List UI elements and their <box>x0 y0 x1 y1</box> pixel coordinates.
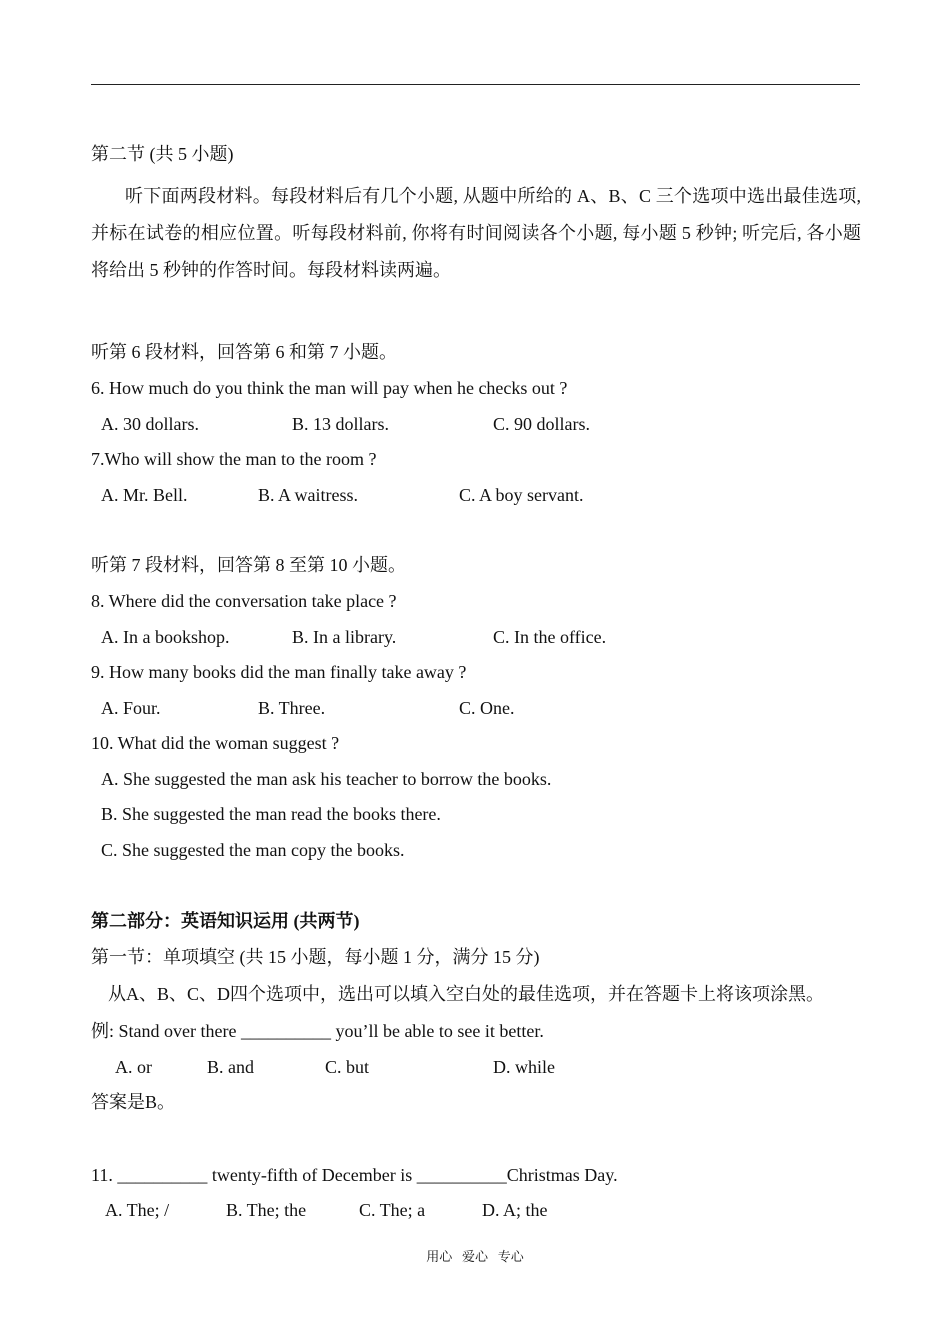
q11-option-a: A. The; / <box>105 1200 170 1220</box>
q8-option-a: A. In a bookshop. <box>101 627 230 647</box>
q6-option-a: A. 30 dollars. <box>101 414 199 434</box>
q11-option-b: B. The; the <box>226 1200 307 1220</box>
q11-option-c: C. The; a <box>359 1200 426 1220</box>
part2-heading: 第二部分：英语知识运用 (共两节) <box>91 911 360 931</box>
q10-option-c: C. She suggested the man copy the books. <box>101 840 405 860</box>
question-11-text: 11. __________ twenty-fifth of December is __________Christmas Day. <box>91 1165 618 1185</box>
example-text: 例: Stand over there __________ you’ll be able to see it better. <box>91 1021 544 1041</box>
example-option-c: C. but <box>325 1057 370 1077</box>
section2-instructions: 听下面两段材料。每段材料后有几个小题, 从题中所给的 A、B、C 三个选项中选出最佳选项, 并标在试卷的相应位置。听每段材料前, 你将有时间阅读各个小题, 每小题 5 秒钟; 听完后, 各小题将给出 5 秒钟的作答时间。每段材料读两遍。 <box>91 186 861 280</box>
passage6-intro: 听第 6 段材料，回答第 6 和第 7 小题。 <box>91 342 397 362</box>
section2-heading: 第二节 (共 5 小题) <box>91 144 234 164</box>
q9-option-c: C. One. <box>459 698 515 718</box>
q7-option-b: B. A waitress. <box>258 485 359 505</box>
q6-option-b: B. 13 dollars. <box>292 414 389 434</box>
page-footer: 用心 爱心 专心 <box>426 1249 524 1264</box>
example-answer: 答案是B。 <box>91 1092 176 1112</box>
part2-section1-heading: 第一节：单项填空 (共 15 小题，每小题 1 分，满分 15 分) <box>91 947 540 967</box>
part2-instructions: 从A、B、C、D四个选项中，选出可以填入空白处的最佳选项，并在答题卡上将该项涂黑。 <box>108 984 825 1004</box>
q10-option-b: B. She suggested the man read the books there. <box>101 804 441 824</box>
question-7-text: 7.Who will show the man to the room ? <box>91 449 377 469</box>
header-rule <box>91 84 860 85</box>
example-option-b: B. and <box>207 1057 254 1077</box>
q9-option-a: A. Four. <box>101 698 161 718</box>
question-10-text: 10. What did the woman suggest ? <box>91 733 340 753</box>
q7-option-a: A. Mr. Bell. <box>101 485 188 505</box>
q8-option-b: B. In a library. <box>292 627 397 647</box>
example-option-d: D. while <box>493 1057 555 1077</box>
q9-option-b: B. Three. <box>258 698 326 718</box>
q10-option-a: A. She suggested the man ask his teacher to borrow the books. <box>101 769 552 789</box>
passage7-intro: 听第 7 段材料，回答第 8 至第 10 小题。 <box>91 555 406 575</box>
question-9-text: 9. How many books did the man finally take away ? <box>91 662 467 682</box>
q8-option-c: C. In the office. <box>493 627 607 647</box>
q11-option-d: D. A; the <box>482 1200 548 1220</box>
question-6-text: 6. How much do you think the man will pay when he checks out ? <box>91 378 568 398</box>
q7-option-c: C. A boy servant. <box>459 485 584 505</box>
q6-option-c: C. 90 dollars. <box>493 414 590 434</box>
question-8-text: 8. Where did the conversation take place ? <box>91 591 397 611</box>
example-option-a: A. or <box>115 1057 152 1077</box>
